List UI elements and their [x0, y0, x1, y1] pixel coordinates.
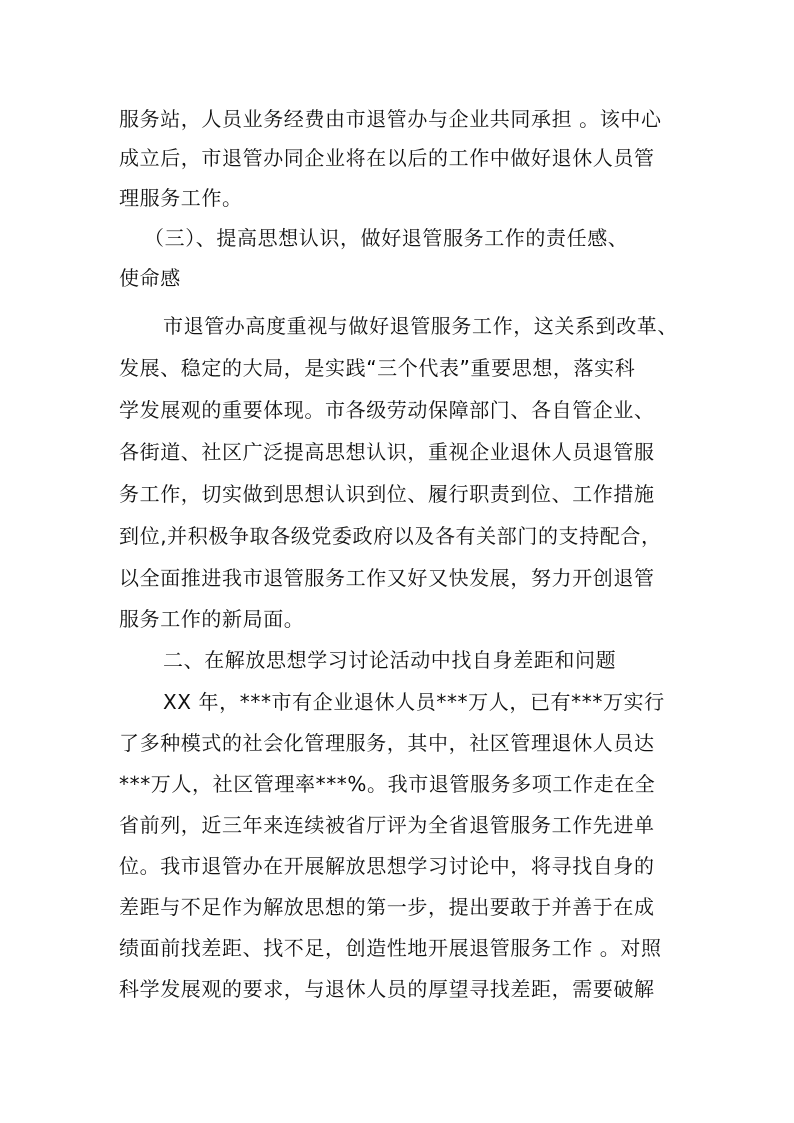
- paragraph-line: 以全面推进我市退管服务工作又好又快发展，努力开创退管: [119, 566, 655, 590]
- paragraph-line: 服务站，人员业务经费由市退管办与企业共同承担 。该中心: [119, 107, 662, 131]
- paragraph-line: 市退管办高度重视与做好退管服务工作，这关系到改革、: [163, 314, 678, 338]
- paragraph-line: 科学发展观的要求，与退休人员的厚望寻找差距，需要破解: [119, 977, 655, 1001]
- paragraph-line: 差距与不足作为解放思想的第一步，提出要敢于并善于在成: [119, 895, 655, 919]
- paragraph-line: 各街道、社区广泛提高思想认识，重视企业退休人员退管服: [119, 440, 655, 464]
- paragraph-line: 绩面前找差距、找不足，创造性地开展退管服务工作 。对照: [119, 936, 662, 960]
- section-heading: 二、在解放思想学习讨论活动中找自身差距和问题: [163, 648, 617, 672]
- paragraph-line: 了多种模式的社会化管理服务，其中，社区管理退休人员达: [119, 731, 655, 755]
- paragraph-line: 到位,并积极争取各级党委政府以及各有关部门的支持配合，: [119, 524, 662, 548]
- paragraph-line: ***万人，社区管理率***%。我市退管服务多项工作走在全: [119, 772, 656, 796]
- paragraph-line: 学发展观的重要体现。市各级劳动保障部门、各自管企业、: [119, 398, 655, 422]
- paragraph-line: 理服务工作。: [119, 186, 243, 210]
- section-heading: （三）、提高思想认识，做好退管服务工作的责任感、: [144, 226, 629, 250]
- paragraph-line: 发展、稳定的大局，是实践“三个代表”重要思想，落实科: [119, 356, 636, 380]
- paragraph-line: 成立后，市退管办同企业将在以后的工作中做好退休人员管: [119, 146, 655, 170]
- paragraph-line: 服务工作的新局面。: [119, 607, 305, 631]
- paragraph-line: 省前列，近三年来连续被省厅评为全省退管服务工作先进单: [119, 813, 655, 837]
- paragraph-line: 位。我市退管办在开展解放思想学习讨论中，将寻找自身的: [119, 854, 655, 878]
- section-heading-continued: 使命感: [119, 266, 181, 290]
- paragraph-line: XX 年，***市有企业退休人员***万人，已有***万实行: [163, 690, 665, 714]
- paragraph-line: 务工作，切实做到思想认识到位、履行职责到位、工作措施: [119, 482, 655, 506]
